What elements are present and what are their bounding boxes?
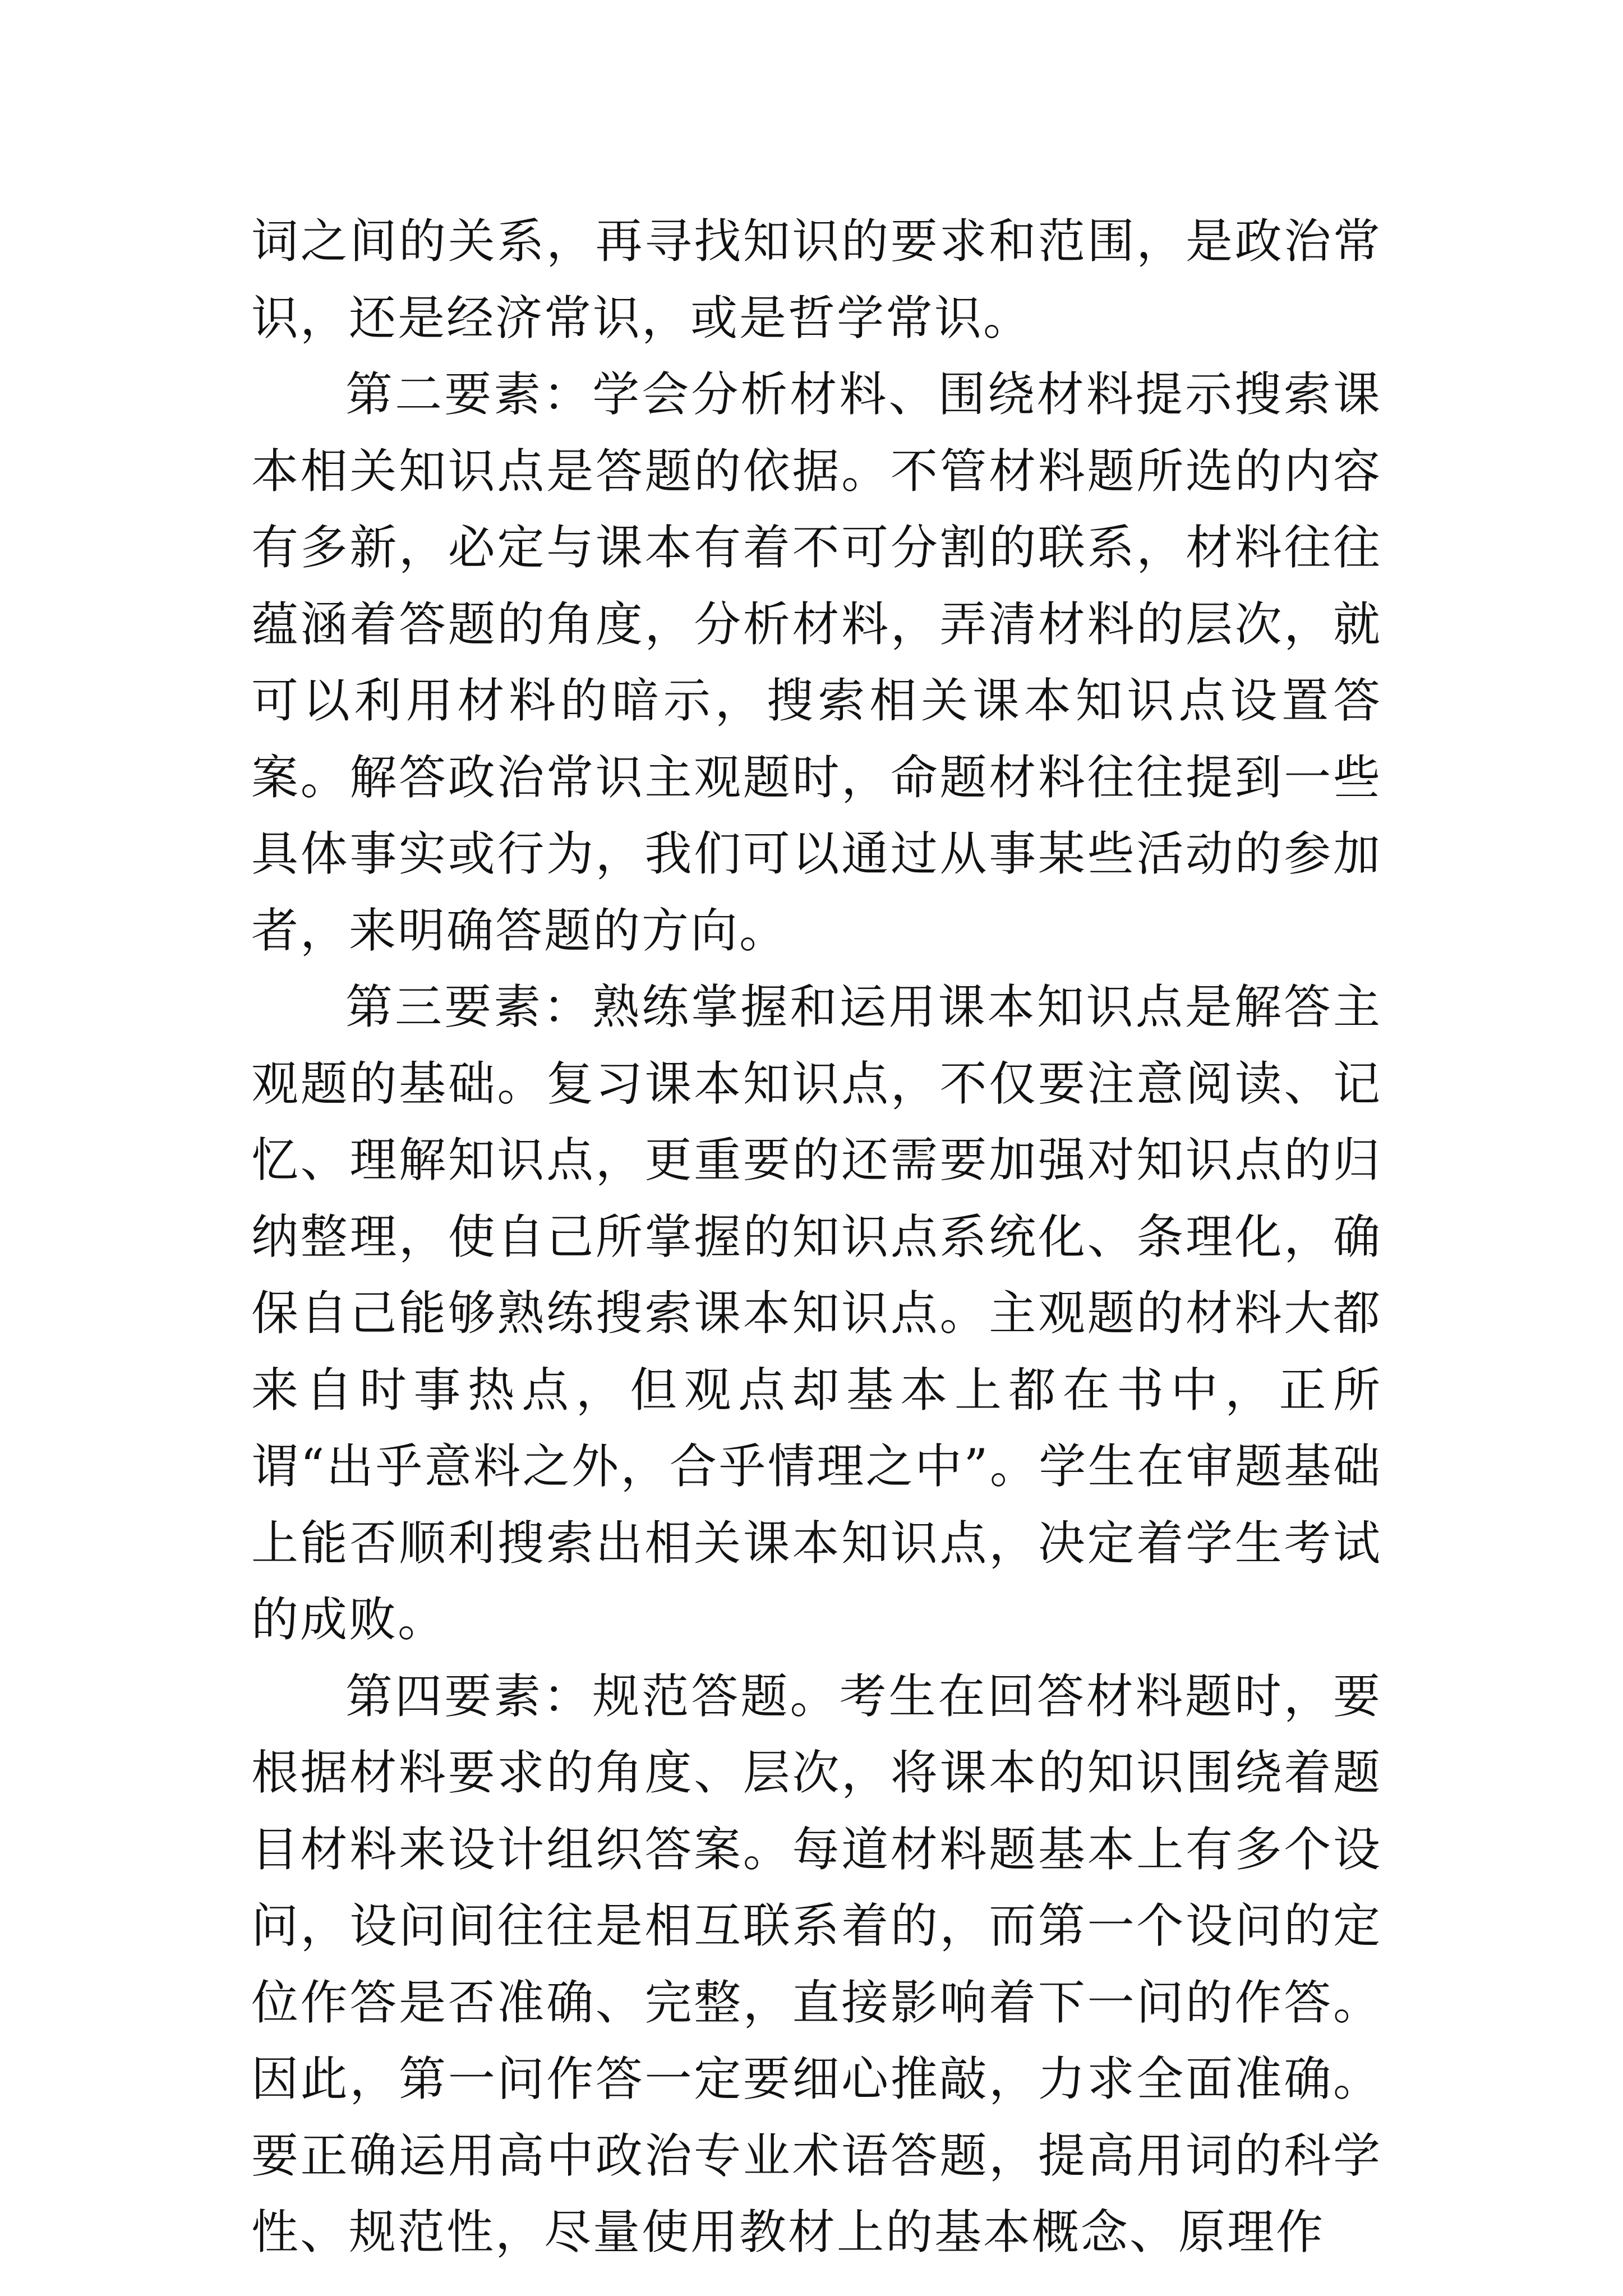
document-body xyxy=(251,203,1382,2271)
paragraph-continuation: 词之间的关系，再寻找知识的要求和范围，是政治常识，还是经济常识，或是哲学常识。 xyxy=(251,214,1382,346)
paragraph-element-three: 第三要素：熟练掌握和运用课本知识点是解答主观题的基础。复习课本知识点，不仅要注意阅读、记忆、理解知识点，更重要的还需要加强对知识点的归纳整理，使自己所掌握的知识点系统化、条理化，确保自己能够熟练搜索课本知识点。主观题的材料大都来自时事热点，但观点却基本上都在书中，正所谓“出乎意料之外，合乎情理之中”。学生在审题基础上能否顺利搜索出相关课本知识点，决定着学生考试的成败。 xyxy=(251,979,1382,1647)
paragraph-element-two: 第二要素：学会分析材料、围绕材料提示搜索课本相关知识点是答题的依据。不管材料题所选的内容有多新，必定与课本有着不可分割的联系，材料往往蕴涵着答题的角度，分析材料，弄清材料的层次，就可以利用材料的暗示，搜索相关课本知识点设置答案。解答政治常识主观题时，命题材料往往提到一些具体事实或行为，我们可以通过从事某些活动的参加者，来明确答题的方向。 xyxy=(251,367,1382,958)
paragraph-element-four: 第四要素：规范答题。考生在回答材料题时，要根据材料要求的角度、层次，将课本的知识围绕着题目材料来设计组织答案。每道材料题基本上有多个设问，设问间往往是相互联系着的，而第一个设问的定位作答是否准确、完整，直接影响着下一问的作答。因此，第一问作答一定要细心推敲，力求全面准确。要正确运用高中政治专业术语答题，提高用词的科学性、规范性，尽量使用教材上的基本概念、原理作 xyxy=(251,1668,1382,2260)
